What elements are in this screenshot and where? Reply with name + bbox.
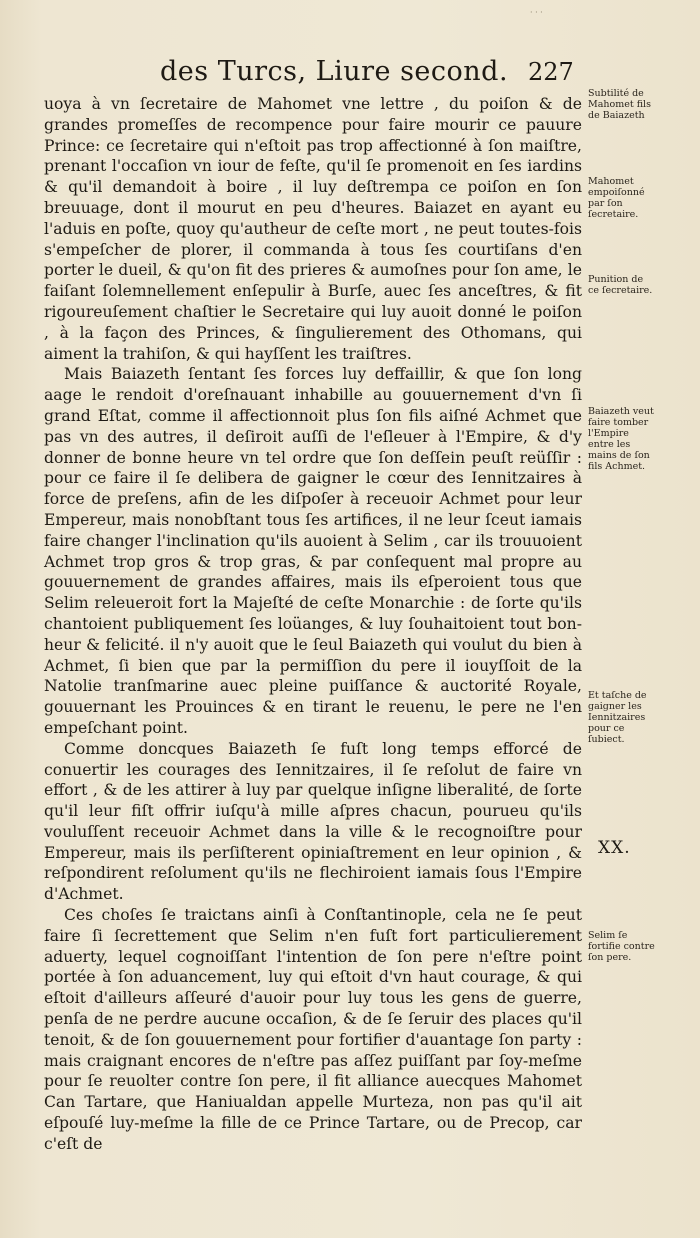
- main-text: [44, 94, 582, 1155]
- margin-note-punition: Punition de ce ſecretaire.: [588, 274, 653, 296]
- margin-note-selim: Selim ſe fortifie contre ſon pere.: [588, 930, 655, 963]
- running-header: [0, 56, 700, 92]
- section-marker: XX.: [598, 838, 631, 858]
- top-margin-mark: · · ·: [530, 8, 543, 17]
- running-title: des Turcs, Liure second.: [160, 56, 509, 87]
- margin-note-empire-achmet: Baiazeth veut faire tomber l'Empire entre les mains de ſon fils Achmet.: [588, 406, 654, 472]
- paragraph-2: Mais Baiazeth ſentant ſes forces luy deffaillir, & que ſon long aage le rendoit d'oreſnauant inhabille au gouuernement d'vn ſi grand Eſtat, comme il affectionnoit plus ſon fils aiſné Achmet que pas vn des autres, il deſiroit auſſi de l'eſleuer à l'Empire, & d'y donner de bonne heure vn tel ordre que ſon deſſein peuſt reüſſir : pour ce faire il ſe delibera de gaigner le cœur des Iennitzaires à force de preſens, afin de les diſpoſer à receuoir Achmet pour leur Empereur, mais nonobſtant tous ſes artifices, il ne leur ſceut iamais faire changer l'inclination qu'ils auoient à Selim , car ils trouuoient Achmet trop gros & trop gras, & par conſequent mal propre au gouuernement de grandes affaires, mais ils eſperoient tous que Selim releueroit fort la Majeſté de ceſte Monarchie : de ſorte qu'ils chantoient publiquement ſes loüanges, & luy ſouhaitoient tout bon-heur & felicité. il n'y auoit que le ſeul Baiazeth qui voulut du bien à Achmet, ſi bien que par la permiſſion du pere il iouyſſoit de la Natolie tranſmarine auec pleine puiſſance & auctorité Royale, gouuernant les Prouinces & en tirant le reuenu, le pere ne l'en empeſchant point.: [44, 365, 582, 737]
- page-number: 227: [528, 58, 574, 86]
- margin-note-empoisonne: Mahomet empoiſonné par ſon ſecretaire.: [588, 176, 645, 220]
- margin-note-iennitzaires: Et taſche de gaigner les Iennitzaires pour ce ſubiect.: [588, 690, 647, 745]
- paragraph-1: uoya à vn ſecretaire de Mahomet vne lettre , du poiſon & de grandes promeſſes de recompence pour faire mourir ce pauure Prince: ce ſecretaire qui n'eſtoit pas trop affectionné à ſon maiſtre, prenant l'occaſion vn iour de feſte, qu'il ſe promenoit en ſes iardins & qu'il demandoit à boire , il luy deſtrempa ce poiſon en ſon breuuage, dont il mourut en peu d'heures. Baiazet en ayant eu l'aduis en poſte, quoy qu'autheur de ceſte mort , ne peut toutes-fois s'empeſcher de plorer, il commanda à tous ſes courtiſans d'en porter le dueil, & qu'on fit des prieres & aumoſnes pour ſon ame, le faiſant ſolemnellement enſepulir à Burſe, auec ſes anceſtres, & fit rigoureuſement chaſtier le Secretaire qui luy auoit donné le poiſon , à la façon des Princes, & ſingulierement des Othomans, qui aiment la trahiſon, & qui hayſſent les traiſtres.: [44, 95, 582, 363]
- margin-note-subtilite: Subtilité de Mahomet fils de Baiazeth: [588, 88, 651, 121]
- paragraph-3: Comme doncques Baiazeth ſe fuſt long temps efforcé de conuertir les courages des Iennitzaires, il ſe reſolut de faire vn effort , & de les attirer à luy par quelque inſigne liberalité, de ſorte qu'il leur fiſt offrir iuſqu'à mille aſpres chacun, pourueu qu'ils vouluſſent receuoir Achmet dans la ville & le recognoiſtre pour Empereur, mais ils perſiſterent opiniaſtrement en leur opinion , & reſpondirent reſolument qu'ils ne flechiroient iamais ſous l'Empire d'Achmet.: [44, 739, 582, 904]
- paragraph-4: Ces choſes ſe traictans ainſi à Conſtantinople, cela ne ſe peut faire ſi ſecrettement que Selim n'en fuſt fort particulierement aduerty, lequel cognoiſſant l'intention de ſon pere n'eſtre point portée à ſon aduancement, luy qui eſtoit d'vn haut courage, & qui eſtoit d'ailleurs aſſeuré d'auoir pour luy tous les gens de guerre, penſa de ne perdre aucune occaſion, & de ſe ſeruir des places qu'il tenoit, & de ſon gouuernement pour fortifier d'auantage ſon party : mais craignant encores de n'eſtre pas aſſez puiſſant par ſoy-meſme pour ſe reuolter contre ſon pere, il fit alliance auecques Mahomet Can Tartare, que Haniualdan appelle Murteza, non pas qu'il ait eſpouſé luy-meſme la fille de ce Prince Tartare, ou de Precop, car c'eſt de: [44, 906, 582, 1153]
